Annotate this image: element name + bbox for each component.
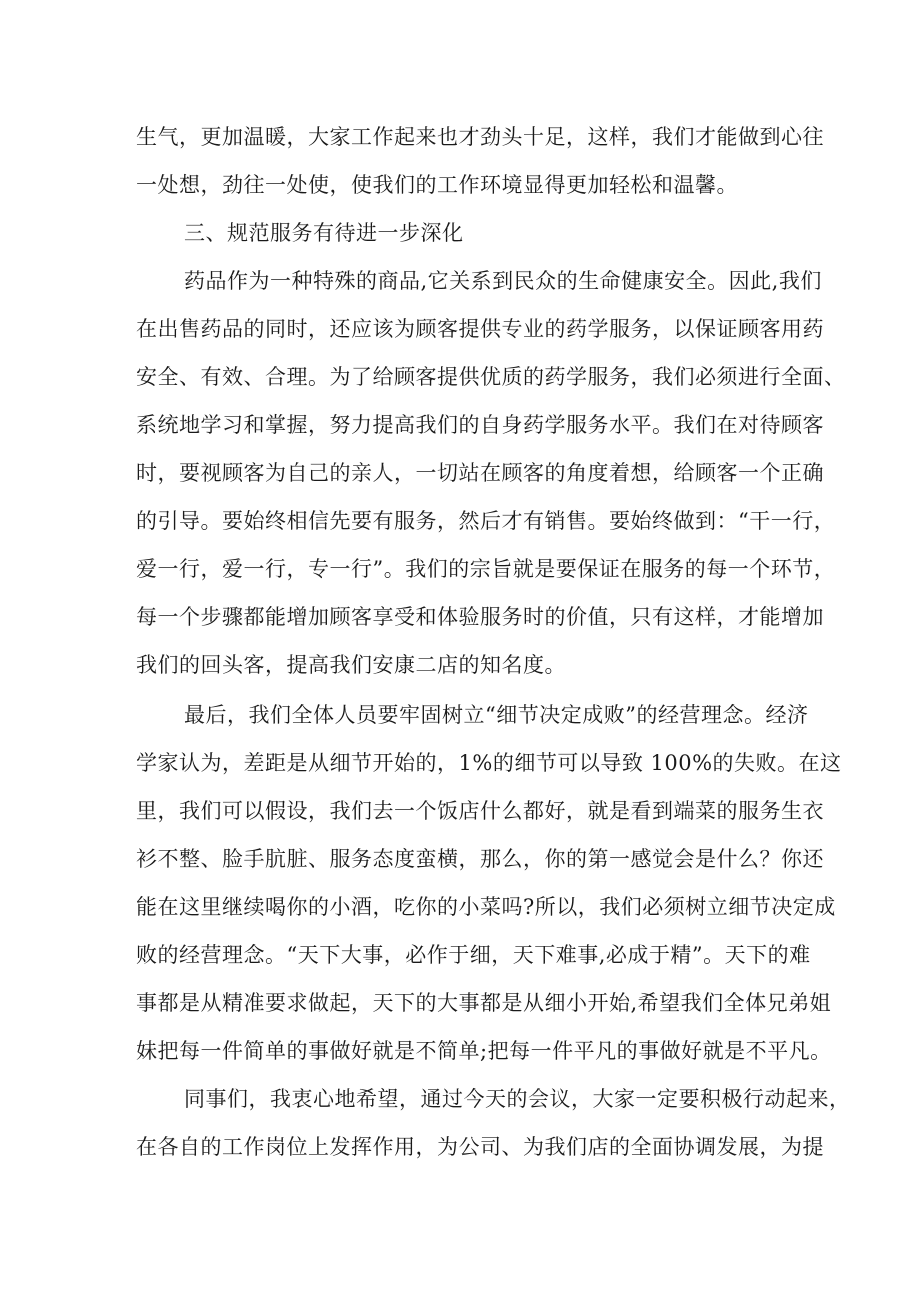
body-text-line: 学家认为，差距是从细节开始的，1%的细节可以导致 100%的失败。在这 (136, 751, 842, 775)
body-text-line: 事都是从精准要求做起，天下的大事都是从细小开始,希望我们全体兄弟姐 (136, 991, 832, 1015)
body-text-line: 爱一行，爱一行，专一行”。我们的宗旨就是要保证在服务的每一个环节， (136, 557, 836, 581)
body-text-line: 同事们，我衷心地希望，通过今天的会议，大家一定要积极行动起来， (184, 1087, 851, 1111)
body-text-line: 最后，我们全体人员要牢固树立“细节决定成败”的经营理念。经济 (184, 703, 809, 727)
body-text-line: 每一个步骤都能增加顾客享受和体验服务时的价值，只有这样，才能增加 (136, 605, 824, 629)
body-text-line: 我们的回头客，提高我们安康二店的知名度。 (136, 653, 566, 677)
body-text-line: 一处想，劲往一处使，使我们的工作环境显得更加轻松和温馨。 (136, 173, 738, 197)
section-heading: 三、规范服务有待进一步深化 (184, 221, 464, 245)
body-text-line: 安全、有效、合理。为了给顾客提供优质的药学服务，我们必须进行全面、 (136, 365, 846, 389)
body-text-line: 药品作为一种特殊的商品,它关系到民众的生命健康安全。因此,我们 (184, 269, 822, 293)
body-text-line: 系统地学习和掌握，努力提高我们的自身药学服务水平。我们在对待顾客 (136, 413, 824, 437)
body-text-line: 妹把每一件简单的事做好就是不简单;把每一件平凡的事做好就是不平凡。 (136, 1039, 832, 1063)
body-text-line: 败的经营理念。“天下大事，必作于细，天下难事,必成于精”。天下的难 (136, 943, 811, 967)
body-text-line: 生气，更加温暖，大家工作起来也才劲头十足，这样，我们才能做到心往 (136, 125, 824, 149)
body-text-line: 里，我们可以假设，我们去一个饭店什么都好，就是看到端菜的服务生衣 (136, 799, 824, 823)
body-text-line: 衫不整、脸手肮脏、服务态度蛮横，那么，你的第一感觉会是什么？你还 (136, 847, 824, 871)
body-text-line: 时，要视顾客为自己的亲人，一切站在顾客的角度着想，给顾客一个正确 (136, 461, 824, 485)
body-text-line: 能在这里继续喝你的小酒，吃你的小菜吗?所以，我们必须树立细节决定成 (136, 895, 836, 919)
body-text-line: 在各自的工作岗位上发挥作用，为公司、为我们店的全面协调发展，为提 (136, 1135, 824, 1159)
body-text-line: 在出售药品的同时，还应该为顾客提供专业的药学服务，以保证顾客用药 (136, 317, 824, 341)
body-text-line: 的引导。要始终相信先要有服务，然后才有销售。要始终做到：“干一行， (136, 509, 836, 533)
